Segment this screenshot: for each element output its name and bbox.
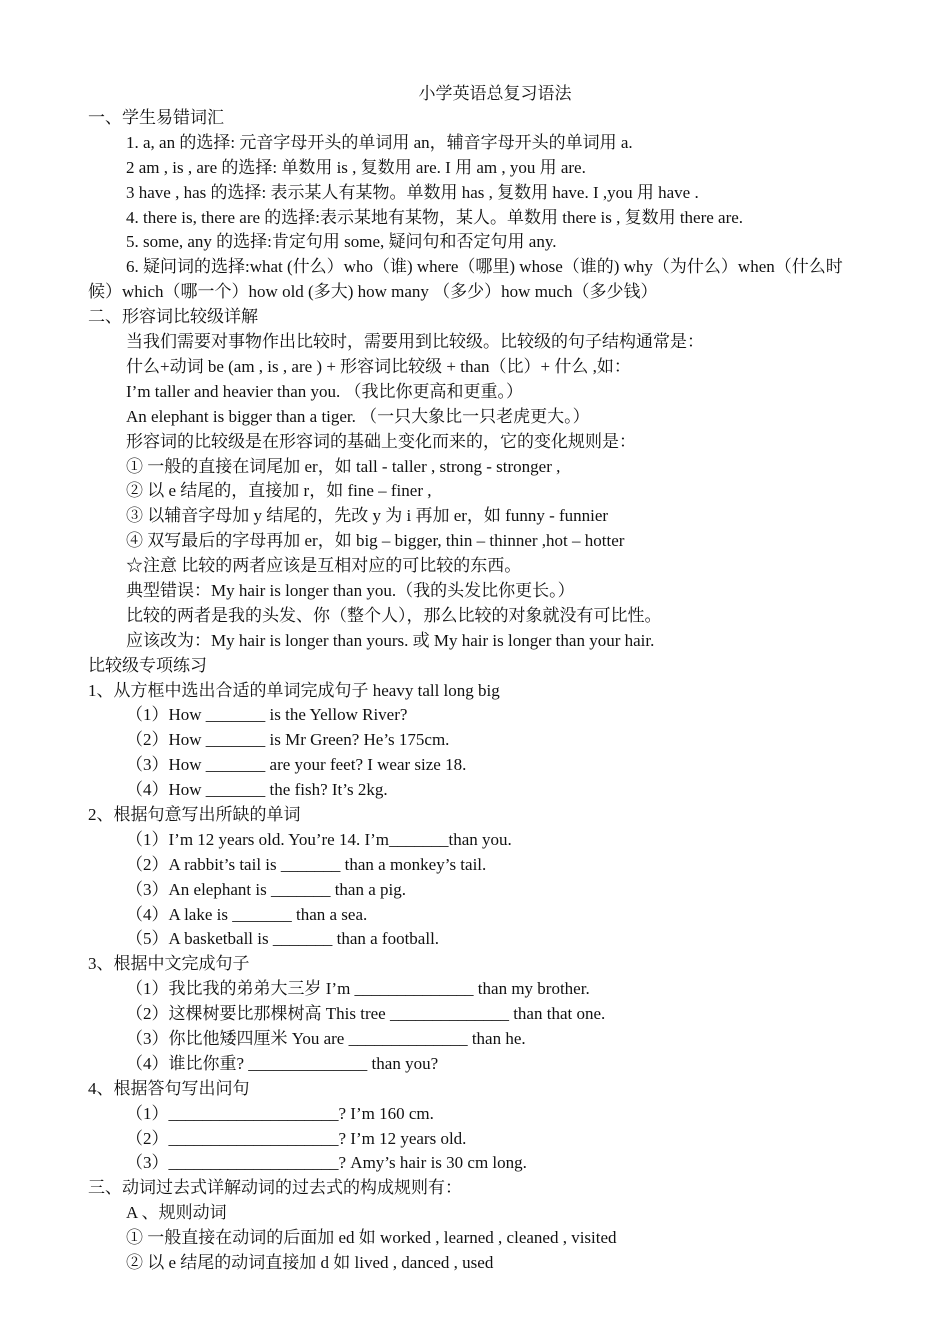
text-line: 比较的两者是我的头发、你（整个人），那么比较的对象就没有可比性。	[126, 605, 662, 625]
text-line: ③ 以辅音字母加 y 结尾的，先改 y 为 i 再加 er，如 funny - funnier	[126, 506, 609, 526]
text-line: （2）A rabbit’s tail is _______ than a monkey’s tail.	[126, 854, 487, 874]
text-line: （3）你比他矮四厘米 You are ______________ than he.	[126, 1028, 526, 1048]
text-line: I’m taller and heavier than you. （我比你更高和更重。）	[126, 381, 524, 401]
text-line: （3）____________________? Amy’s hair is 30 cm long.	[126, 1153, 527, 1173]
text-line: （2）How _______ is Mr Green? He’s 175cm.	[126, 730, 450, 750]
text-line: 典型错误：My hair is longer than you.（我的头发比你更长。）	[126, 580, 575, 600]
page-title: 小学英语总复习语法	[418, 84, 572, 103]
text-line: ② 以 e 结尾的动词直接加 d 如 lived , danced , used	[126, 1253, 494, 1272]
text-line: （5）A basketball is _______ than a football.	[126, 929, 440, 949]
text-line: （1）How _______ is the Yellow River?	[126, 705, 408, 725]
text-line: 比较级专项练习	[88, 655, 207, 675]
text-line: ④ 双写最后的字母再加 er，如 big – bigger, thin – thinner ,hot – hotter	[126, 531, 625, 551]
text-line: （4）谁比你重? ______________ than you?	[126, 1053, 439, 1073]
text-line: 什么+动词 be (am , is , are ) + 形容词比较级 + than（比）+ 什么 ,如：	[126, 356, 631, 376]
text-line: （2）这棵树要比那棵树高 This tree ______________ than that one.	[126, 1004, 606, 1024]
text-line: 三、动词过去式详解动词的过去式的构成规则有：	[88, 1178, 462, 1198]
text-line: ① 一般的直接在词尾加 er，如 tall - taller , strong - stronger ,	[126, 456, 561, 476]
text-line: （4）A lake is _______ than a sea.	[126, 904, 368, 924]
text-line: （3）An elephant is _______ than a pig.	[126, 879, 406, 899]
text-line: 4、根据答句写出问句	[88, 1078, 250, 1098]
text-line: 一、学生易错词汇	[88, 108, 224, 127]
text-line: （4）How _______ the fish? It’s 2kg.	[126, 780, 388, 800]
text-line: 3 have , has 的选择: 表示某人有某物。单数用 has , 复数用 have. I ,you 用 have .	[126, 182, 699, 202]
text-line: 1. a, an 的选择: 元音字母开头的单词用 an，辅音字母开头的单词用 a.	[126, 132, 633, 152]
text-line: 4. there is, there are 的选择:表示某地有某物，某人。单数用 there is , 复数用 there are.	[126, 207, 744, 227]
text-line: （1）____________________? I’m 160 cm.	[126, 1103, 434, 1123]
text-line: 1、从方框中选出合适的单词完成句子 heavy tall long big	[88, 680, 500, 700]
document-body	[88, 106, 878, 1276]
text-line: 应该改为：My hair is longer than yours. 或 My hair is longer than your hair.	[126, 630, 655, 650]
text-line: （1）我比我的弟弟大三岁 I’m ______________ than my brother.	[126, 979, 590, 999]
text-line: 二、形容词比较级详解	[88, 307, 258, 327]
text-line: ① 一般直接在动词的后面加 ed 如 worked , learned , cleaned , visited	[126, 1228, 617, 1248]
text-line: 3、根据中文完成句子	[88, 954, 250, 974]
text-line: 形容词的比较级是在形容词的基础上变化而来的，它的变化规则是：	[126, 431, 636, 451]
text-line: 5. some, any 的选择:肯定句用 some, 疑问句和否定句用 any.	[126, 232, 557, 252]
text-line: ② 以 e 结尾的，直接加 r，如 fine – finer ,	[126, 481, 432, 501]
text-line: 6. 疑问词的选择:what (什么）who（谁) where（哪里) whose（谁的) why（为什么）when（什么时候）which（哪一个）how old (多大) how many （多少）how much（多少钱）	[88, 257, 843, 302]
text-line: 2、根据句意写出所缺的单词	[88, 804, 301, 824]
text-line: （1）I’m 12 years old. You’re 14. I’m_______than you.	[126, 829, 512, 849]
text-line: 2 am , is , are 的选择: 单数用 is , 复数用 are. I 用 am , you 用 are.	[126, 157, 586, 177]
text-line: （3）How _______ are your feet? I wear size 18.	[126, 755, 467, 775]
text-line: An elephant is bigger than a tiger. （一只大象比一只老虎更大。）	[126, 406, 590, 426]
text-line: （2）____________________? I’m 12 years old.	[126, 1128, 467, 1148]
text-line: ☆注意 比较的两者应该是互相对应的可比较的东西。	[126, 556, 522, 576]
text-line: A 、规则动词	[126, 1203, 227, 1223]
text-line: 当我们需要对事物作出比较时，需要用到比较级。比较级的句子结构通常是：	[126, 332, 704, 352]
